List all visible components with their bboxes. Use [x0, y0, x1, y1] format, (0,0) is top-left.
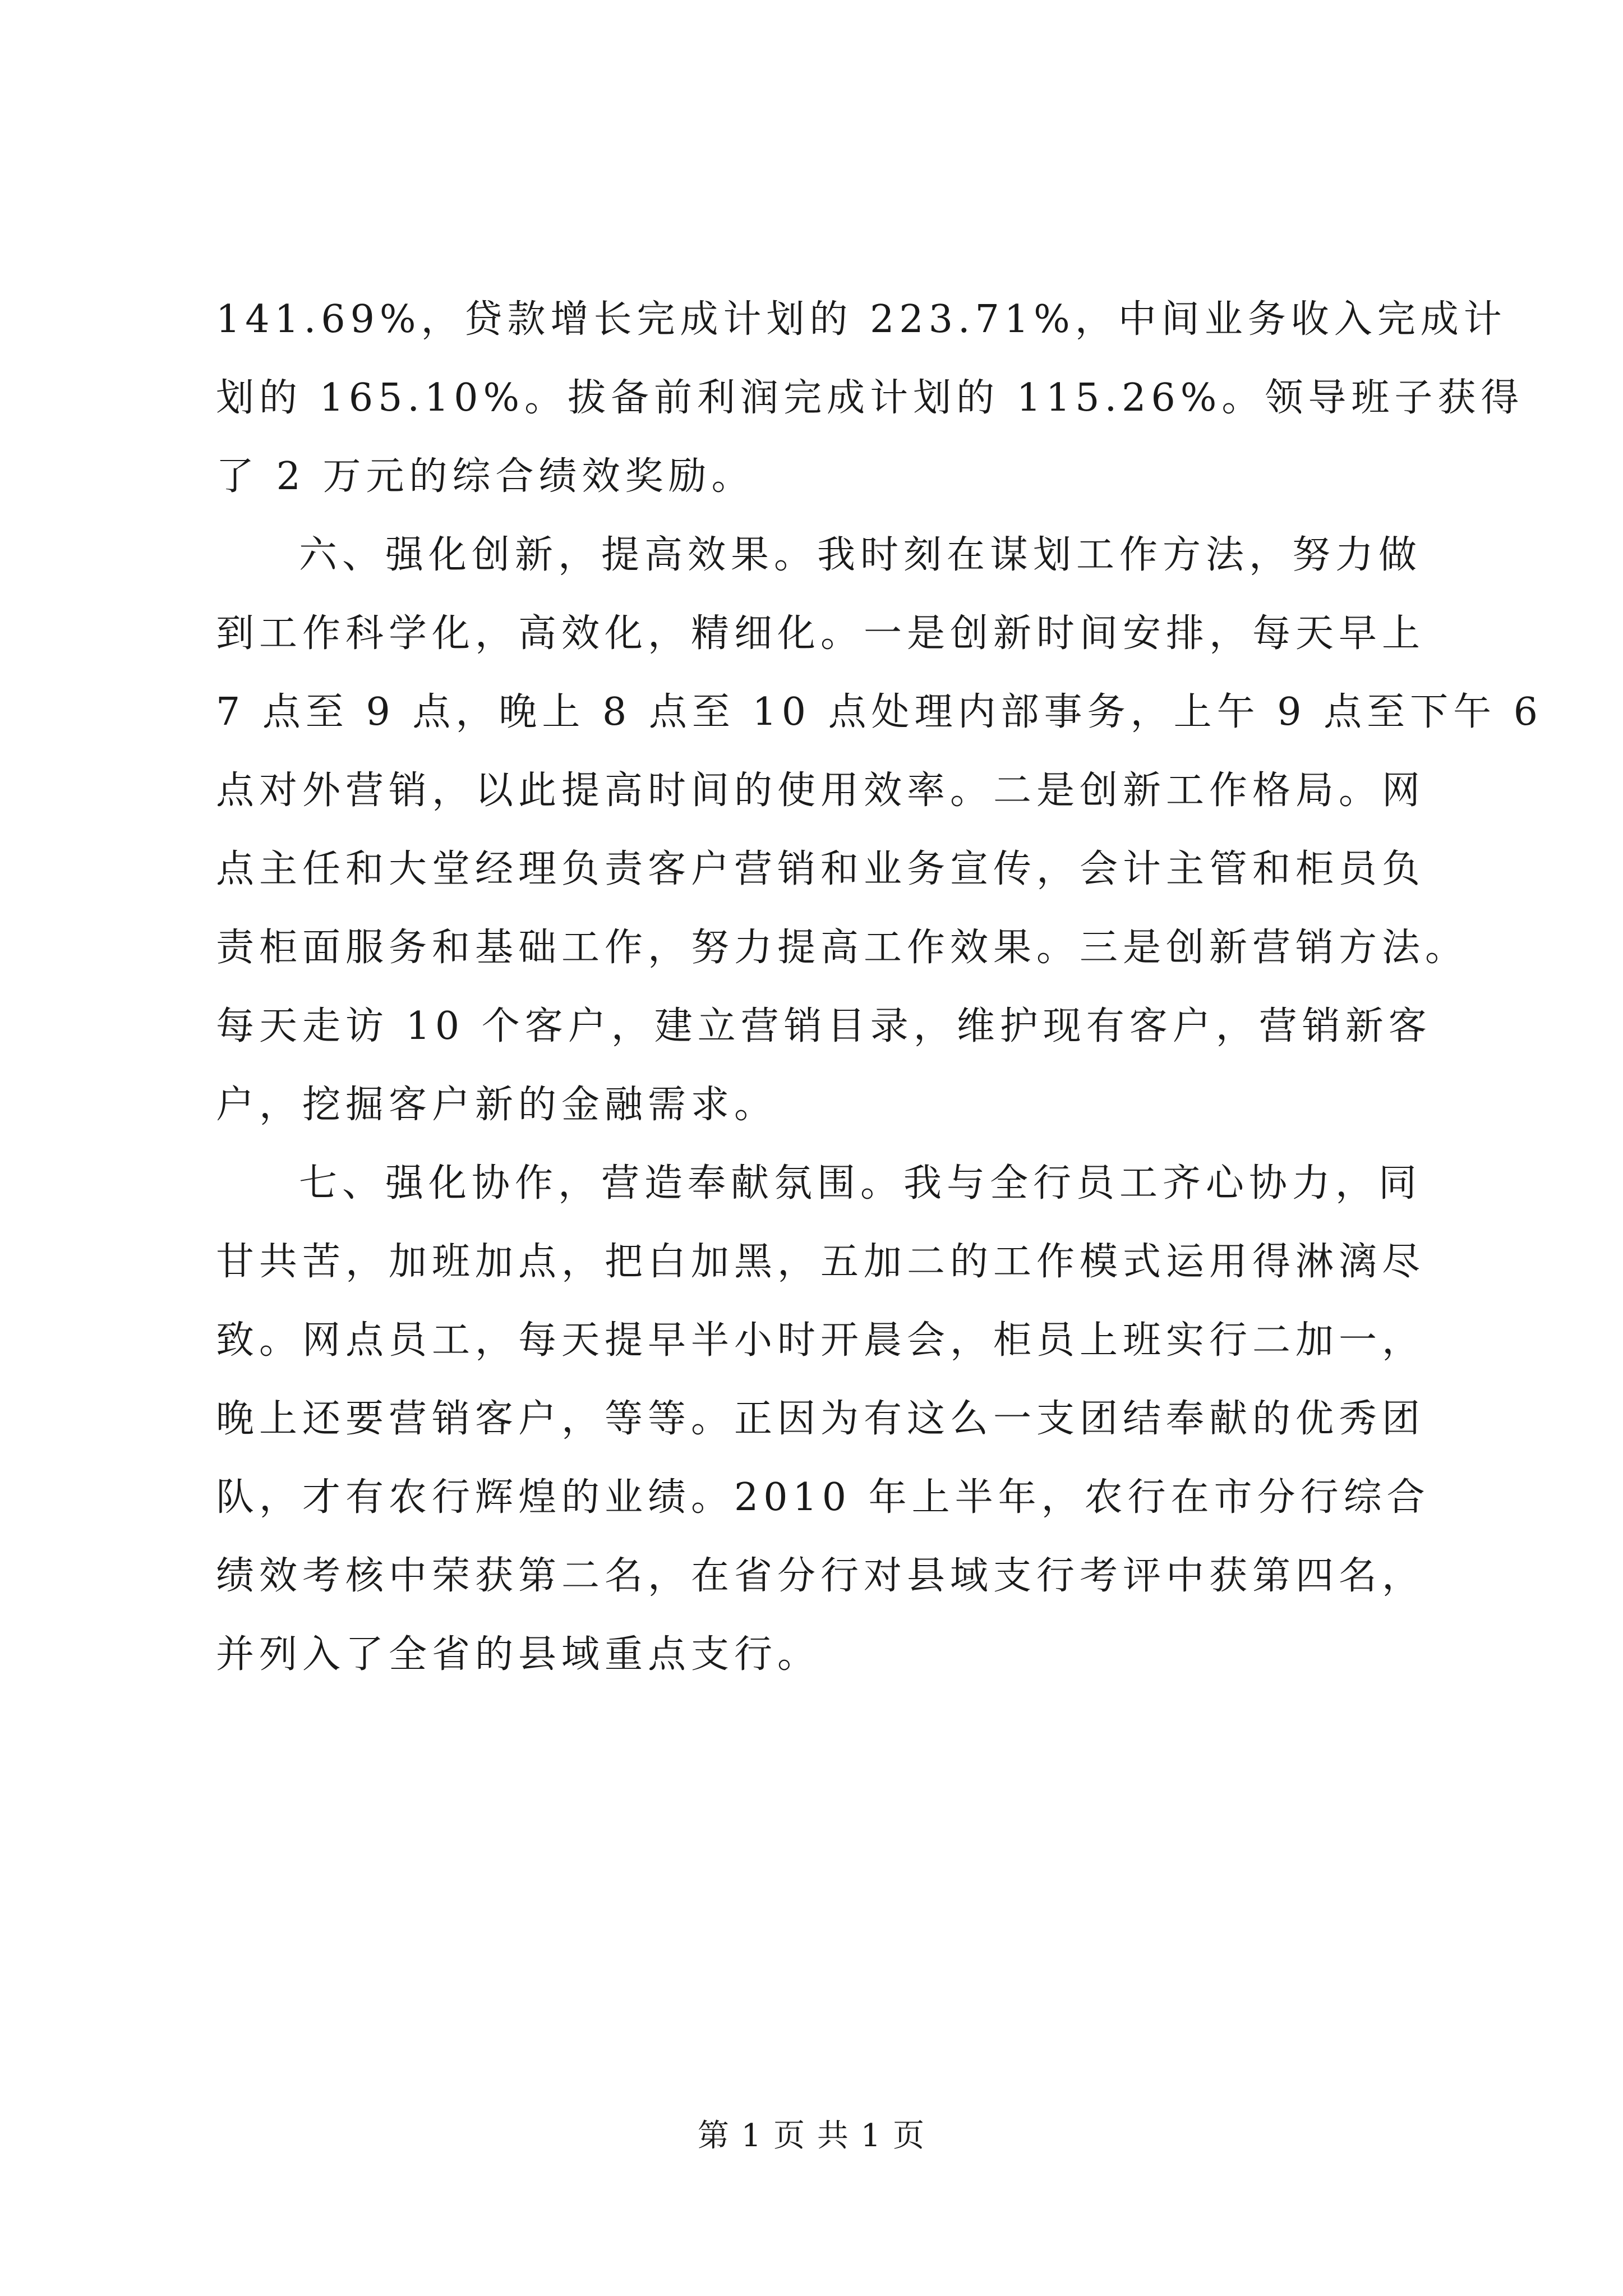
text-line: 141.69%，贷款增长完成计划的 223.71%，中间业务收入完成计 — [216, 297, 1507, 342]
text-line: 队，才有农行辉煌的业绩。2010 年上半年，农行在市分行综合 — [216, 1475, 1430, 1520]
text-line: 到工作科学化，高效化，精细化。一是创新时间安排，每天早上 — [216, 611, 1426, 656]
text-line: 划的 165.10%。拔备前利润完成计划的 115.26%。领导班子获得 — [216, 376, 1524, 420]
paragraph-six-first-line: 六、强化创新，提高效果。我时刻在谋划工作方法，努力做 — [299, 533, 1422, 577]
text-line: 了 2 万元的综合绩效奖励。 — [216, 454, 755, 499]
text-line: 晚上还要营销客户，等等。正因为有这么一支团结奉献的优秀团 — [216, 1397, 1426, 1441]
text-line: 点主任和大堂经理负责客户营销和业务宣传，会计主管和柜员负 — [216, 847, 1426, 891]
text-line: 责柜面服务和基础工作，努力提高工作效果。三是创新营销方法。 — [216, 926, 1469, 970]
text-line: 每天走访 10 个客户，建立营销目录，维护现有客户，营销新客 — [216, 1004, 1432, 1048]
text-line: 致。网点员工，每天提早半小时开晨会，柜员上班实行二加一， — [216, 1318, 1426, 1363]
text-line: 甘共苦，加班加点，把白加黑，五加二的工作模式运用得淋漓尽 — [216, 1240, 1426, 1284]
text-line: 绩效考核中荣获第二名，在省分行对县域支行考评中获第四名， — [216, 1554, 1426, 1598]
text-line: 点对外营销，以此提高时间的使用效率。二是创新工作格局。网 — [216, 769, 1426, 813]
page-footer: 第 1 页 共 1 页 — [697, 2118, 926, 2154]
text-line: 并列入了全省的县域重点支行。 — [216, 1632, 821, 1677]
text-line: 7 点至 9 点，晚上 8 点至 10 点处理内部事务，上午 9 点至下午 6 — [216, 690, 1543, 734]
text-line: 户，挖掘客户新的金融需求。 — [216, 1083, 778, 1127]
paragraph-seven-first-line: 七、强化协作，营造奉献氛围。我与全行员工齐心协力，同 — [299, 1161, 1422, 1205]
body-text — [216, 280, 1543, 1694]
